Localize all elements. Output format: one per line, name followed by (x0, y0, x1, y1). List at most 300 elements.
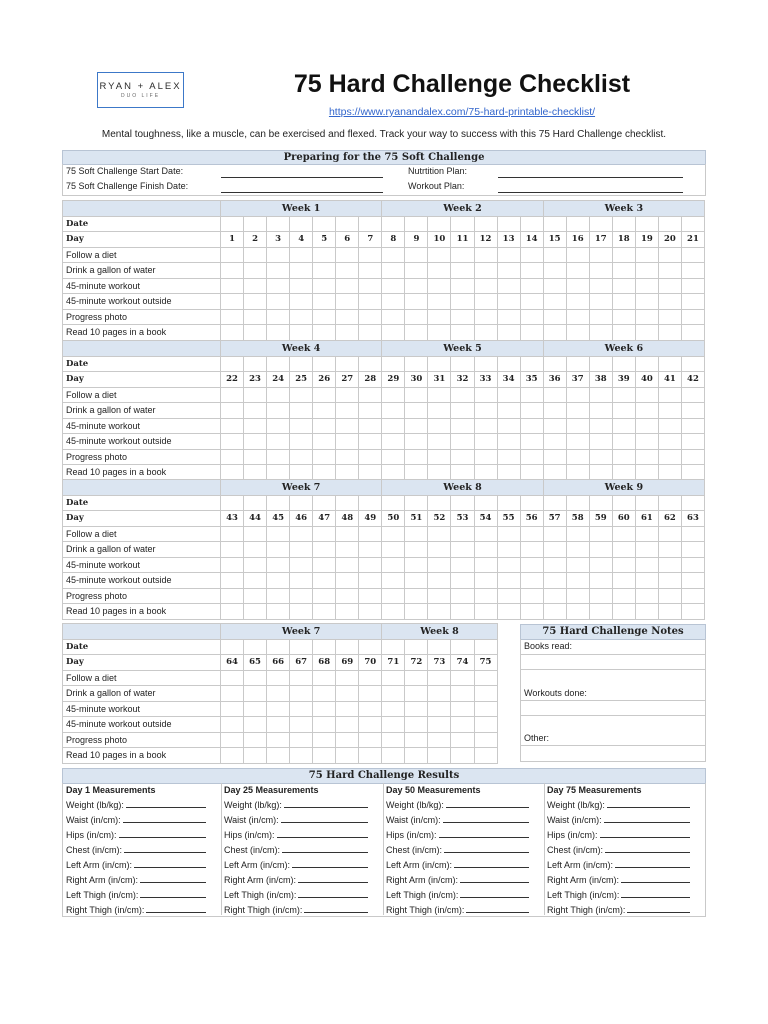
checkbox-cell[interactable] (635, 247, 658, 263)
checkbox-cell[interactable] (520, 573, 543, 589)
checkbox-cell[interactable] (520, 294, 543, 310)
checkbox-cell[interactable] (474, 670, 497, 686)
checkbox-cell[interactable] (313, 325, 336, 341)
checkbox-cell[interactable] (681, 573, 704, 589)
checkbox-cell[interactable] (405, 686, 428, 702)
checkbox-cell[interactable] (359, 294, 382, 310)
date-cell[interactable] (405, 495, 428, 511)
checkbox-cell[interactable] (313, 701, 336, 717)
checkbox-cell[interactable] (267, 387, 290, 403)
date-cell[interactable] (474, 356, 497, 372)
checkbox-cell[interactable] (405, 434, 428, 450)
checkbox-cell[interactable] (267, 526, 290, 542)
date-cell[interactable] (497, 495, 520, 511)
checkbox-cell[interactable] (543, 526, 566, 542)
checkbox-cell[interactable] (382, 748, 405, 764)
checkbox-cell[interactable] (612, 418, 635, 434)
date-cell[interactable] (428, 356, 451, 372)
checkbox-cell[interactable] (382, 604, 405, 620)
checkbox-cell[interactable] (566, 309, 589, 325)
notes-line[interactable] (521, 654, 705, 655)
checkbox-cell[interactable] (221, 670, 244, 686)
checkbox-cell[interactable] (359, 748, 382, 764)
checkbox-cell[interactable] (313, 670, 336, 686)
checkbox-cell[interactable] (681, 526, 704, 542)
checkbox-cell[interactable] (497, 434, 520, 450)
checkbox-cell[interactable] (589, 526, 612, 542)
checkbox-cell[interactable] (658, 309, 681, 325)
measurement-field[interactable] (460, 874, 529, 883)
checkbox-cell[interactable] (221, 604, 244, 620)
checkbox-cell[interactable] (290, 588, 313, 604)
measurement-field[interactable] (292, 859, 368, 868)
checkbox-cell[interactable] (451, 604, 474, 620)
checkbox-cell[interactable] (405, 526, 428, 542)
checkbox-cell[interactable] (405, 588, 428, 604)
measurement-field[interactable] (298, 889, 368, 898)
checkbox-cell[interactable] (589, 278, 612, 294)
checkbox-cell[interactable] (336, 294, 359, 310)
checkbox-cell[interactable] (244, 294, 267, 310)
checkbox-cell[interactable] (336, 403, 359, 419)
checkbox-cell[interactable] (451, 434, 474, 450)
checkbox-cell[interactable] (359, 686, 382, 702)
measurement-field[interactable] (126, 799, 206, 808)
checkbox-cell[interactable] (635, 526, 658, 542)
checkbox-cell[interactable] (428, 278, 451, 294)
checkbox-cell[interactable] (244, 309, 267, 325)
date-cell[interactable] (359, 495, 382, 511)
date-cell[interactable] (543, 356, 566, 372)
checkbox-cell[interactable] (474, 573, 497, 589)
checkbox-cell[interactable] (635, 278, 658, 294)
checkbox-cell[interactable] (267, 309, 290, 325)
date-cell[interactable] (313, 495, 336, 511)
checkbox-cell[interactable] (474, 732, 497, 748)
checkbox-cell[interactable] (451, 325, 474, 341)
checkbox-cell[interactable] (359, 403, 382, 419)
checkbox-cell[interactable] (497, 573, 520, 589)
checkbox-cell[interactable] (658, 526, 681, 542)
checkbox-cell[interactable] (520, 325, 543, 341)
checkbox-cell[interactable] (543, 573, 566, 589)
measurement-field[interactable] (466, 904, 529, 913)
checkbox-cell[interactable] (589, 557, 612, 573)
checkbox-cell[interactable] (566, 557, 589, 573)
checkbox-cell[interactable] (635, 263, 658, 279)
date-cell[interactable] (244, 216, 267, 232)
checkbox-cell[interactable] (428, 542, 451, 558)
checkbox-cell[interactable] (589, 403, 612, 419)
checkbox-cell[interactable] (405, 557, 428, 573)
checkbox-cell[interactable] (221, 418, 244, 434)
checkbox-cell[interactable] (589, 418, 612, 434)
date-cell[interactable] (313, 639, 336, 655)
checkbox-cell[interactable] (474, 278, 497, 294)
date-cell[interactable] (497, 356, 520, 372)
checkbox-cell[interactable] (221, 309, 244, 325)
checkbox-cell[interactable] (612, 403, 635, 419)
checkbox-cell[interactable] (405, 748, 428, 764)
checkbox-cell[interactable] (658, 325, 681, 341)
measurement-field[interactable] (600, 829, 690, 838)
checkbox-cell[interactable] (267, 449, 290, 465)
measurement-field[interactable] (140, 889, 206, 898)
checkbox-cell[interactable] (520, 309, 543, 325)
checkbox-cell[interactable] (589, 449, 612, 465)
date-cell[interactable] (428, 639, 451, 655)
checkbox-cell[interactable] (244, 732, 267, 748)
checkbox-cell[interactable] (244, 717, 267, 733)
notes-line[interactable] (521, 715, 705, 716)
checkbox-cell[interactable] (359, 247, 382, 263)
measurement-field[interactable] (439, 829, 529, 838)
checkbox-cell[interactable] (658, 294, 681, 310)
checkbox-cell[interactable] (382, 418, 405, 434)
checkbox-cell[interactable] (290, 748, 313, 764)
checkbox-cell[interactable] (336, 247, 359, 263)
checkbox-cell[interactable] (359, 670, 382, 686)
checkbox-cell[interactable] (520, 465, 543, 481)
checkbox-cell[interactable] (313, 434, 336, 450)
checkbox-cell[interactable] (566, 418, 589, 434)
checkbox-cell[interactable] (474, 449, 497, 465)
checkbox-cell[interactable] (635, 294, 658, 310)
date-cell[interactable] (405, 356, 428, 372)
checkbox-cell[interactable] (359, 717, 382, 733)
checkbox-cell[interactable] (428, 247, 451, 263)
checkbox-cell[interactable] (313, 748, 336, 764)
date-cell[interactable] (313, 216, 336, 232)
checkbox-cell[interactable] (451, 403, 474, 419)
checkbox-cell[interactable] (336, 604, 359, 620)
checkbox-cell[interactable] (336, 670, 359, 686)
checkbox-cell[interactable] (313, 247, 336, 263)
date-cell[interactable] (635, 495, 658, 511)
checkbox-cell[interactable] (497, 526, 520, 542)
checkbox-cell[interactable] (451, 278, 474, 294)
checkbox-cell[interactable] (520, 526, 543, 542)
checkbox-cell[interactable] (405, 604, 428, 620)
checkbox-cell[interactable] (497, 294, 520, 310)
checkbox-cell[interactable] (405, 465, 428, 481)
checkbox-cell[interactable] (405, 294, 428, 310)
date-cell[interactable] (359, 639, 382, 655)
measurement-field[interactable] (277, 829, 368, 838)
checkbox-cell[interactable] (589, 263, 612, 279)
checkbox-cell[interactable] (244, 748, 267, 764)
checkbox-cell[interactable] (359, 588, 382, 604)
checkbox-cell[interactable] (244, 263, 267, 279)
measurement-field[interactable] (119, 829, 206, 838)
nutrition-plan-field[interactable] (498, 177, 683, 178)
date-cell[interactable] (428, 216, 451, 232)
checkbox-cell[interactable] (428, 748, 451, 764)
checkbox-cell[interactable] (382, 278, 405, 294)
checkbox-cell[interactable] (359, 526, 382, 542)
checkbox-cell[interactable] (290, 701, 313, 717)
checkbox-cell[interactable] (405, 387, 428, 403)
checkbox-cell[interactable] (451, 526, 474, 542)
checkbox-cell[interactable] (313, 573, 336, 589)
checkbox-cell[interactable] (520, 263, 543, 279)
checkbox-cell[interactable] (543, 434, 566, 450)
checkbox-cell[interactable] (543, 557, 566, 573)
checkbox-cell[interactable] (290, 449, 313, 465)
date-cell[interactable] (520, 216, 543, 232)
checkbox-cell[interactable] (359, 542, 382, 558)
checkbox-cell[interactable] (658, 418, 681, 434)
measurement-field[interactable] (304, 904, 368, 913)
checkbox-cell[interactable] (451, 449, 474, 465)
checkbox-cell[interactable] (566, 573, 589, 589)
checkbox-cell[interactable] (658, 604, 681, 620)
checkbox-cell[interactable] (382, 573, 405, 589)
checkbox-cell[interactable] (589, 604, 612, 620)
checkbox-cell[interactable] (566, 387, 589, 403)
checkbox-cell[interactable] (405, 325, 428, 341)
checkbox-cell[interactable] (359, 465, 382, 481)
date-cell[interactable] (244, 495, 267, 511)
checkbox-cell[interactable] (244, 542, 267, 558)
checkbox-cell[interactable] (244, 418, 267, 434)
checkbox-cell[interactable] (221, 542, 244, 558)
checkbox-cell[interactable] (382, 717, 405, 733)
checkbox-cell[interactable] (221, 325, 244, 341)
checkbox-cell[interactable] (520, 604, 543, 620)
checkbox-cell[interactable] (359, 573, 382, 589)
date-cell[interactable] (451, 639, 474, 655)
checkbox-cell[interactable] (290, 604, 313, 620)
checkbox-cell[interactable] (267, 465, 290, 481)
checkbox-cell[interactable] (566, 263, 589, 279)
checkbox-cell[interactable] (520, 588, 543, 604)
checkbox-cell[interactable] (290, 387, 313, 403)
checkbox-cell[interactable] (658, 263, 681, 279)
checkbox-cell[interactable] (221, 294, 244, 310)
checkbox-cell[interactable] (405, 309, 428, 325)
checkbox-cell[interactable] (658, 573, 681, 589)
checkbox-cell[interactable] (221, 449, 244, 465)
checkbox-cell[interactable] (359, 732, 382, 748)
checkbox-cell[interactable] (313, 526, 336, 542)
checkbox-cell[interactable] (474, 604, 497, 620)
date-cell[interactable] (382, 356, 405, 372)
checkbox-cell[interactable] (221, 387, 244, 403)
checkbox-cell[interactable] (520, 542, 543, 558)
checkbox-cell[interactable] (543, 247, 566, 263)
checkbox-cell[interactable] (497, 278, 520, 294)
checkbox-cell[interactable] (497, 387, 520, 403)
checkbox-cell[interactable] (336, 686, 359, 702)
checkbox-cell[interactable] (566, 325, 589, 341)
checkbox-cell[interactable] (474, 465, 497, 481)
date-cell[interactable] (589, 356, 612, 372)
checkbox-cell[interactable] (451, 465, 474, 481)
checkbox-cell[interactable] (428, 403, 451, 419)
checkbox-cell[interactable] (428, 686, 451, 702)
checkbox-cell[interactable] (451, 748, 474, 764)
date-cell[interactable] (336, 216, 359, 232)
measurement-field[interactable] (123, 814, 206, 823)
checkbox-cell[interactable] (405, 278, 428, 294)
checkbox-cell[interactable] (681, 418, 704, 434)
checkbox-cell[interactable] (336, 278, 359, 294)
checkbox-cell[interactable] (290, 403, 313, 419)
checkbox-cell[interactable] (681, 542, 704, 558)
checkbox-cell[interactable] (635, 309, 658, 325)
checkbox-cell[interactable] (451, 387, 474, 403)
checkbox-cell[interactable] (382, 434, 405, 450)
checkbox-cell[interactable] (244, 387, 267, 403)
checkbox-cell[interactable] (428, 434, 451, 450)
date-cell[interactable] (382, 216, 405, 232)
checkbox-cell[interactable] (474, 588, 497, 604)
checkbox-cell[interactable] (428, 449, 451, 465)
checkbox-cell[interactable] (566, 294, 589, 310)
checkbox-cell[interactable] (451, 588, 474, 604)
checkbox-cell[interactable] (382, 309, 405, 325)
checkbox-cell[interactable] (635, 465, 658, 481)
checkbox-cell[interactable] (497, 449, 520, 465)
date-cell[interactable] (382, 495, 405, 511)
checkbox-cell[interactable] (612, 573, 635, 589)
checkbox-cell[interactable] (313, 604, 336, 620)
checkbox-cell[interactable] (244, 526, 267, 542)
checkbox-cell[interactable] (474, 418, 497, 434)
checkbox-cell[interactable] (336, 434, 359, 450)
checkbox-cell[interactable] (267, 670, 290, 686)
checkbox-cell[interactable] (244, 325, 267, 341)
checkbox-cell[interactable] (612, 449, 635, 465)
checkbox-cell[interactable] (612, 294, 635, 310)
checkbox-cell[interactable] (313, 387, 336, 403)
measurement-field[interactable] (605, 844, 690, 853)
checkbox-cell[interactable] (267, 557, 290, 573)
date-cell[interactable] (474, 495, 497, 511)
checkbox-cell[interactable] (359, 604, 382, 620)
date-cell[interactable] (543, 495, 566, 511)
checkbox-cell[interactable] (658, 449, 681, 465)
date-cell[interactable] (451, 216, 474, 232)
checkbox-cell[interactable] (543, 588, 566, 604)
checkbox-cell[interactable] (474, 325, 497, 341)
date-cell[interactable] (520, 495, 543, 511)
checkbox-cell[interactable] (221, 526, 244, 542)
checkbox-cell[interactable] (382, 465, 405, 481)
checkbox-cell[interactable] (474, 263, 497, 279)
checkbox-cell[interactable] (290, 732, 313, 748)
checkbox-cell[interactable] (313, 542, 336, 558)
date-cell[interactable] (267, 216, 290, 232)
measurement-field[interactable] (281, 814, 368, 823)
checkbox-cell[interactable] (267, 434, 290, 450)
checkbox-cell[interactable] (451, 573, 474, 589)
checkbox-cell[interactable] (359, 701, 382, 717)
checkbox-cell[interactable] (405, 573, 428, 589)
checkbox-cell[interactable] (267, 732, 290, 748)
checkbox-cell[interactable] (681, 387, 704, 403)
checkbox-cell[interactable] (497, 604, 520, 620)
checkbox-cell[interactable] (681, 604, 704, 620)
date-cell[interactable] (221, 216, 244, 232)
checkbox-cell[interactable] (382, 325, 405, 341)
checkbox-cell[interactable] (382, 449, 405, 465)
checkbox-cell[interactable] (589, 309, 612, 325)
date-cell[interactable] (290, 639, 313, 655)
checkbox-cell[interactable] (451, 542, 474, 558)
date-cell[interactable] (336, 495, 359, 511)
checkbox-cell[interactable] (221, 748, 244, 764)
checkbox-cell[interactable] (474, 294, 497, 310)
checkbox-cell[interactable] (635, 542, 658, 558)
checkbox-cell[interactable] (359, 449, 382, 465)
checkbox-cell[interactable] (221, 247, 244, 263)
checkbox-cell[interactable] (635, 449, 658, 465)
checkbox-cell[interactable] (221, 573, 244, 589)
date-cell[interactable] (267, 639, 290, 655)
checkbox-cell[interactable] (566, 403, 589, 419)
checkbox-cell[interactable] (520, 434, 543, 450)
checkbox-cell[interactable] (336, 748, 359, 764)
checkbox-cell[interactable] (520, 403, 543, 419)
checkbox-cell[interactable] (221, 701, 244, 717)
date-cell[interactable] (244, 356, 267, 372)
checkbox-cell[interactable] (451, 309, 474, 325)
checkbox-cell[interactable] (681, 449, 704, 465)
date-cell[interactable] (336, 639, 359, 655)
checkbox-cell[interactable] (543, 418, 566, 434)
checkbox-cell[interactable] (244, 588, 267, 604)
date-cell[interactable] (428, 495, 451, 511)
checkbox-cell[interactable] (520, 278, 543, 294)
checkbox-cell[interactable] (359, 418, 382, 434)
date-cell[interactable] (405, 216, 428, 232)
measurement-field[interactable] (460, 889, 529, 898)
checkbox-cell[interactable] (474, 542, 497, 558)
checkbox-cell[interactable] (428, 701, 451, 717)
date-cell[interactable] (359, 216, 382, 232)
checkbox-cell[interactable] (474, 247, 497, 263)
checkbox-cell[interactable] (336, 732, 359, 748)
checkbox-cell[interactable] (589, 588, 612, 604)
date-cell[interactable] (267, 495, 290, 511)
date-cell[interactable] (589, 216, 612, 232)
checkbox-cell[interactable] (336, 309, 359, 325)
checkbox-cell[interactable] (313, 686, 336, 702)
checkbox-cell[interactable] (405, 403, 428, 419)
checkbox-cell[interactable] (681, 434, 704, 450)
checkbox-cell[interactable] (520, 557, 543, 573)
checkbox-cell[interactable] (244, 604, 267, 620)
checkbox-cell[interactable] (658, 465, 681, 481)
checkbox-cell[interactable] (244, 434, 267, 450)
checkbox-cell[interactable] (658, 542, 681, 558)
checkbox-cell[interactable] (290, 542, 313, 558)
date-cell[interactable] (267, 356, 290, 372)
checkbox-cell[interactable] (382, 247, 405, 263)
checkbox-cell[interactable] (244, 449, 267, 465)
checkbox-cell[interactable] (405, 449, 428, 465)
date-cell[interactable] (290, 216, 313, 232)
checkbox-cell[interactable] (428, 526, 451, 542)
checkbox-cell[interactable] (658, 403, 681, 419)
checkbox-cell[interactable] (313, 449, 336, 465)
checkbox-cell[interactable] (359, 309, 382, 325)
checkbox-cell[interactable] (336, 573, 359, 589)
checkbox-cell[interactable] (543, 449, 566, 465)
checkbox-cell[interactable] (543, 542, 566, 558)
